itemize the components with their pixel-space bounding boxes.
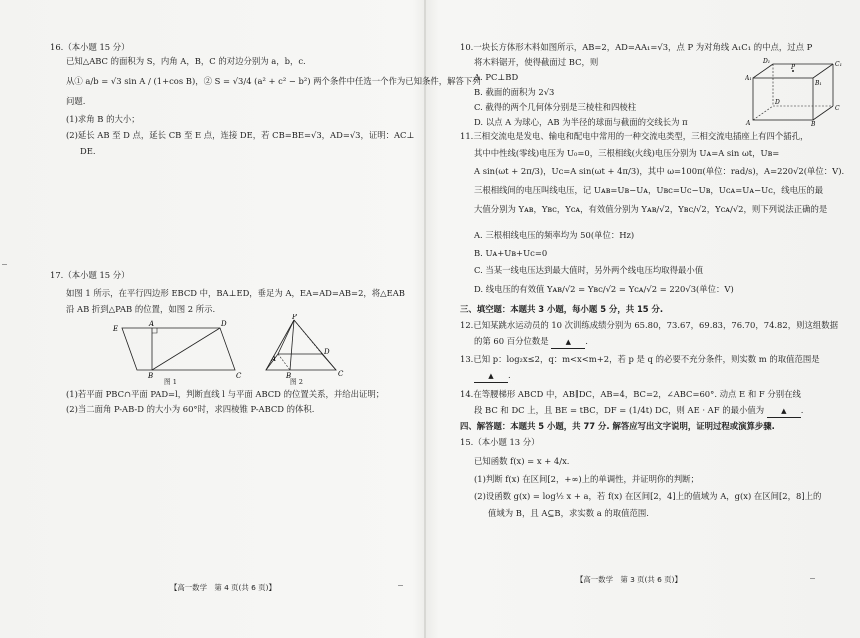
triangle-icon: ▲ [565, 338, 571, 346]
cuboid-label-b: B [811, 121, 816, 126]
figure-2-pyramid [244, 314, 354, 380]
q11-line-2: 其中中性线(零线)电压为 U₀=0，三根相线(火线)电压分别为 Uᴀ=A sin ωt，Uʙ= [474, 148, 780, 158]
edge-mark [2, 264, 7, 265]
fig2-label-d: D [324, 348, 330, 356]
q14-line-2: 段 BC 和 DC 上，且 BE = tBC，DF = (1/4t) DC，则 AE · AF 的最小值为 ▲ . [474, 405, 803, 418]
q14-line-2-text: 段 BC 和 DC 上，且 BE = tBC，DF = (1/4t) DC，则 AE · AF 的最小值为 [474, 405, 765, 415]
q11-line-1: 11.三相交流电是发电、输电和配电中常用的一种交流电类型，三相交流电插座上有四个插孔， [460, 131, 809, 141]
fig1-label-c: C [236, 372, 242, 380]
edge-mark [398, 585, 403, 586]
cuboid-label-a1: A₁ [745, 75, 752, 82]
q15-line-1: 已知函数 f(x) = x + 4/x. [474, 456, 570, 466]
q15-line-3: (2)设函数 g(x) = log½ x + a，若 f(x) 在区间[2，4]上的值域为 A，g(x) 在区间[2，8]上的 [474, 491, 822, 501]
q10-line-2: 将木料锯开，使得截面过 BC，则 [474, 57, 599, 67]
triangle-icon: ▲ [781, 407, 787, 415]
q16-line-5: (2)延长 AB 至 D 点，延长 CB 至 E 点，连接 DE，若 CB=BE=√3，AD=√3，证明：AC⊥ [66, 130, 415, 140]
q11-option-d: D. 线电压的有效值 Yᴀʙ/√2 = Yʙᴄ/√2 = Yᴄᴀ/√2 = 220√3(单位：V) [474, 284, 734, 294]
q15-line-2: (1)判断 f(x) 在区间[2，+∞)上的单调性，并证明你的判断； [474, 474, 699, 484]
cuboid-label-b1: B₁ [815, 80, 822, 87]
cuboid-label-a: A [746, 120, 751, 126]
q15-line-4: 值域为 B，且 A⊆B，求实数 a 的取值范围. [488, 508, 649, 518]
q12-line-2-text: 的第 60 百分位数是 [474, 336, 549, 346]
q16-line-3: 问题. [66, 96, 86, 106]
page-fold [424, 0, 426, 638]
triangle-icon: ▲ [488, 372, 494, 380]
q12-answer-blank[interactable] [551, 336, 585, 349]
q10-option-a: A. PC⊥BD [474, 72, 519, 82]
edge-mark [810, 578, 815, 579]
q10-option-c: C. 截得的两个几何体分别是三棱柱和四棱柱 [474, 102, 637, 112]
q11-line-3: A sin(ωt + 2π/3)，Uᴄ=A sin(ωt + 4π/3)，其中 ω=100π(单位：rad/s)，A=220√2(单位：V). [474, 166, 845, 176]
cuboid-label-p: P [791, 64, 796, 71]
q11-line-5: 大值分别为 Yᴀʙ，Yʙᴄ，Yᴄᴀ，有效值分别为 Yᴀʙ/√2，Yʙᴄ/√2，Yᴄᴀ/√2，则下列说法正确的是 [474, 204, 828, 214]
q14-answer-blank[interactable] [767, 405, 801, 418]
segment-bd [152, 328, 220, 370]
q17-line-2: 沿 AB 折到△PAB 的位置，如图 2 所示. [66, 304, 216, 314]
q11-line-4: 三根相线间的电压叫线电压，记 Uᴀʙ=Uʙ−Uᴀ，Uʙᴄ=Uᴄ−Uʙ，Uᴄᴀ=Uᴀ−Uᴄ，线电压的最 [474, 185, 824, 195]
q11-option-c: C. 当某一线电压达到最大值时，另外两个线电压均取得最小值 [474, 265, 704, 275]
q16-line-1: 已知△ABC 的面积为 S，内角 A，B，C 的对边分别为 a，b，c. [66, 56, 306, 66]
q16-line-4: (1)求角 B 的大小； [66, 114, 140, 124]
fig1-label-a: A [149, 320, 155, 328]
fig2-label-c: C [338, 370, 344, 378]
fig1-label-d: D [221, 320, 227, 328]
q16-line-2: 从① a/b = √3 sin A / (1+cos B)，② S = √3/4 (a² + c² − b²) 两个条件中任选一个作为已知条件，解答下列 [66, 76, 481, 86]
q13-line-1: 13.已知 p：log₂x≤2，q：m<x<m+2，若 p 是 q 的必要不充分条件，则实数 m 的取值范围是 [460, 354, 820, 364]
section-4-heading: 四、解答题：本题共 5 小题，共 77 分. 解答应写出文字说明，证明过程或演算步骤. [460, 421, 775, 431]
q14-line-1: 14.在等腰梯形 ABCD 中，AB∥DC，AB=4，BC=2，∠ABC=60°. 动点 E 和 F 分别在线 [460, 389, 801, 399]
q17-line-1: 如图 1 所示，在平行四边形 EBCD 中，BA⊥ED，垂足为 A，EA=AD=AB=2，将△EAB [66, 288, 405, 298]
section-3-heading: 三、填空题：本题共 3 小题，每小题 5 分，共 15 分. [460, 304, 664, 314]
footer-page-3: 【高一数学 第 3 页(共 6 页)】 [576, 575, 682, 584]
figure-2-caption: 图 2 [290, 378, 303, 386]
figure-cuboid [745, 58, 845, 126]
fig2-label-a: A [271, 355, 277, 363]
q17-line-4: (2)当二面角 P-AB-D 的大小为 60°时，求四棱锥 P-ABCD 的体积. [66, 404, 315, 414]
q10-option-b: B. 截面的面积为 2√3 [474, 87, 555, 97]
fig2-label-b: B [286, 372, 292, 380]
page-3 [430, 0, 860, 638]
cuboid-label-d: D [775, 99, 780, 106]
q13-answer-blank[interactable] [474, 370, 508, 383]
footer-page-4: 【高一数学 第 4 页(共 6 页)】 [170, 583, 276, 592]
q11-option-b: B. Uᴀ+Uʙ+Uᴄ=0 [474, 248, 548, 258]
cuboid-label-c1: C₁ [835, 61, 842, 68]
cuboid-label-c: C [835, 105, 840, 112]
q11-option-a: A. 三根相线电压的频率均为 50(单位：Hz) [474, 230, 635, 240]
fig1-label-b: B [148, 372, 154, 380]
q16-line-6: DE. [80, 146, 96, 156]
q12-line-1: 12.已知某跳水运动员的 10 次训练成绩分别为 65.80，73.67，69.83，76.70，74.82，则这组数据 [460, 320, 838, 330]
fig1-label-e: E [113, 325, 119, 333]
cuboid-label-d1: D₁ [763, 58, 771, 65]
q16-title: 16.（本小题 15 分） [50, 42, 130, 52]
figure-1-parallelogram [100, 318, 250, 380]
q17-line-3: (1)若平面 PBC∩平面 PAD=l，判断直线 l 与平面 ABCD 的位置关系，并给出证明； [66, 389, 385, 399]
q10-line-1: 10.一块长方体形木料如图所示，AB=2，AD=AA₁=√3，点 P 为对角线 A₁C₁ 的中点，过点 P [460, 42, 813, 52]
figure-1-caption: 图 1 [164, 378, 177, 386]
q17-title: 17.（本小题 15 分） [50, 270, 130, 280]
fig2-label-p: P [292, 314, 297, 321]
q10-option-d: D. 以点 A 为球心，AB 为半径的球面与截面的交线长为 π [474, 117, 688, 127]
q12-line-2: 的第 60 百分位数是 ▲ . [474, 336, 588, 349]
q13-line-2: ▲ . [474, 370, 511, 383]
q15-title: 15.（本小题 13 分） [460, 437, 540, 447]
